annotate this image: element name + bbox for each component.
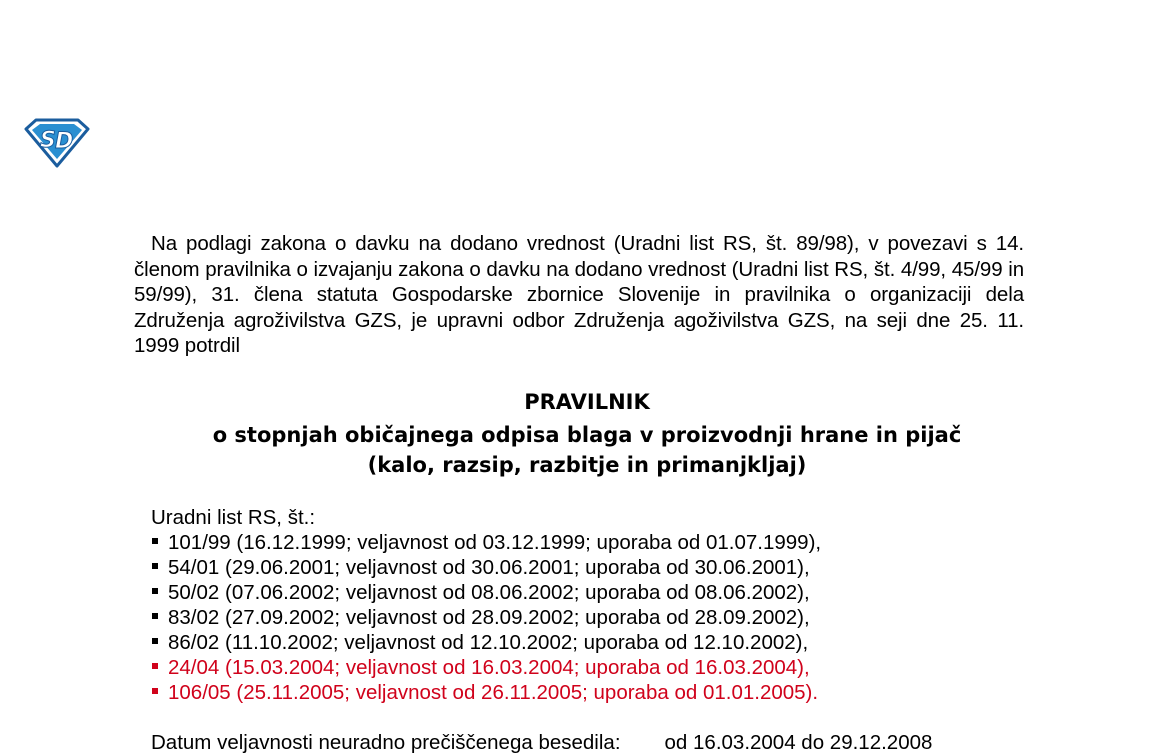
bullet-icon — [152, 613, 158, 619]
document-title: PRAVILNIK — [524, 390, 650, 414]
svg-text:D: D — [55, 129, 74, 154]
gazette-entry-highlighted: 24/04 (15.03.2004; veljavnost od 16.03.2004; uporaba od 16.03.2004), — [151, 655, 821, 680]
subtitle-line-1: o stopnjah običajnega odpisa blaga v proizvodnji hrane in pijač — [212, 423, 962, 447]
intro-paragraph: Na podlagi zakona o davku na dodano vrednost (Uradni list RS, št. 89/98), v povezavi s 14. členom pravilnika o izvajanju zakona o davku na dodano vrednost (Uradni list RS, št. 4/99, 45/99 in 59/99), 31. člena statuta Gospodarske zbornice Slovenije in pravilnika o organizaciji dela Združenja agroživilstva GZS, je upravni odbor Združenja agoživilstva GZS, na seji dne 25. 11. 1999 potrdil — [134, 232, 1024, 358]
bullet-icon — [152, 538, 158, 544]
bullet-icon — [152, 563, 158, 569]
gazette-entry: 54/01 (29.06.2001; veljavnost od 30.06.2001; uporaba od 30.06.2001), — [151, 555, 821, 580]
gazette-entry: 101/99 (16.12.1999; veljavnost od 03.12.1999; uporaba od 01.07.1999), — [151, 530, 821, 555]
document-subtitle — [134, 420, 1040, 480]
gazette-entry: 50/02 (07.06.2002; veljavnost od 08.06.2002; uporaba od 08.06.2002), — [151, 580, 821, 605]
gazette-entry: 83/02 (27.09.2002; veljavnost od 28.09.2002; uporaba od 28.09.2002), — [151, 605, 821, 630]
subtitle-line-2: (kalo, razsip, razbitje in primanjkljaj) — [367, 453, 807, 477]
bullet-icon — [152, 663, 158, 669]
svg-text:S: S — [40, 128, 56, 153]
gazette-references — [151, 505, 821, 705]
bullet-icon — [152, 638, 158, 644]
gazette-entry: 86/02 (11.10.2002; veljavnost od 12.10.2002; uporaba od 12.10.2002), — [151, 630, 821, 655]
gazette-entry-highlighted: 106/05 (25.11.2005; veljavnost od 26.11.2005; uporaba od 01.01.2005). — [151, 680, 821, 705]
gazette-label: Uradni list RS, št.: — [151, 506, 316, 529]
bullet-icon — [152, 688, 158, 694]
validity-value: od 16.03.2004 do 29.12.2008 — [664, 731, 933, 754]
validity-label: Datum veljavnosti neuradno prečiščenega besedila: — [151, 731, 621, 754]
bullet-icon — [152, 588, 158, 594]
gazette-list — [151, 530, 821, 705]
sd-logo-icon — [22, 117, 92, 169]
